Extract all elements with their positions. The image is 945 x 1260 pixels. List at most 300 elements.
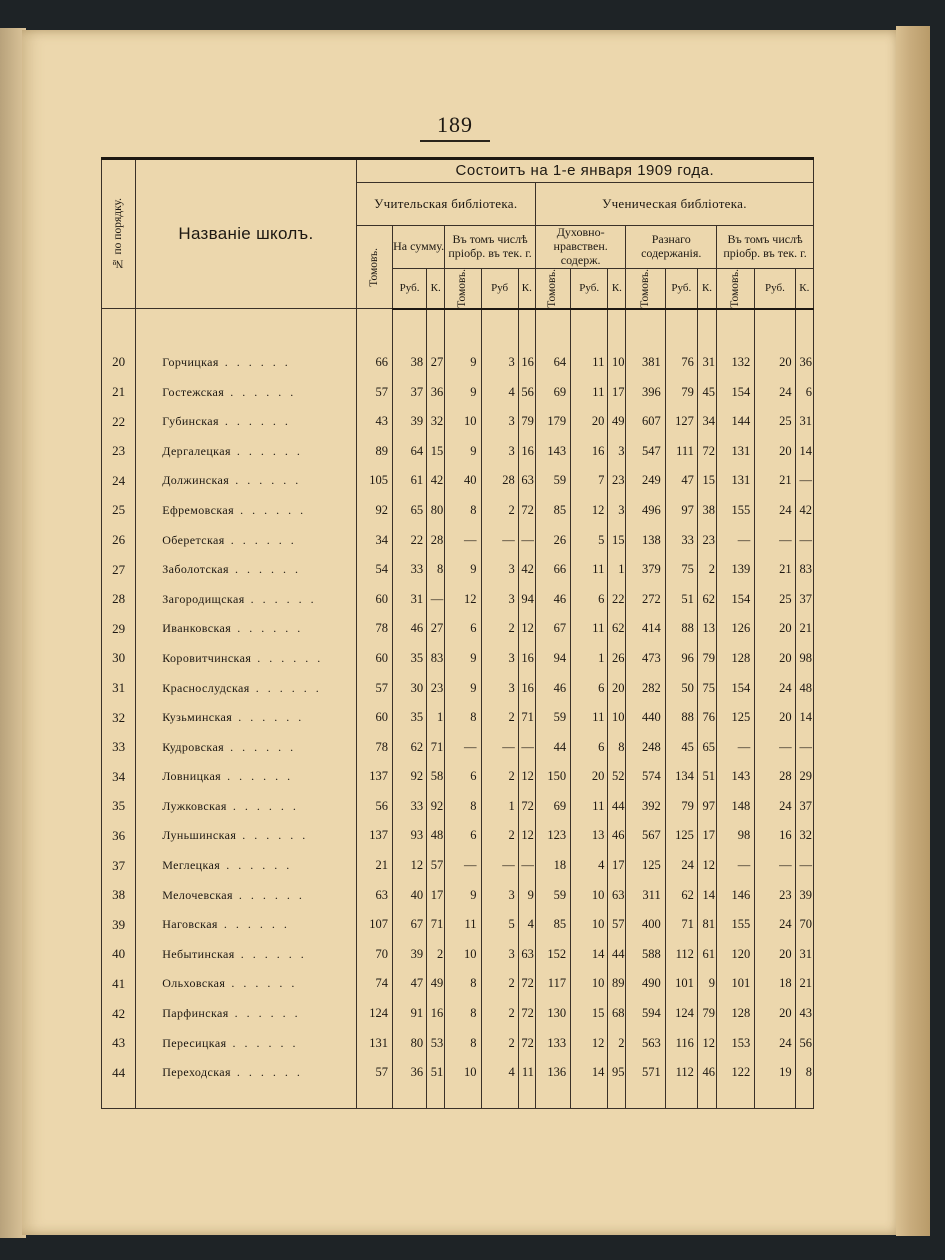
- teacher-kop-cell: 2: [427, 940, 445, 970]
- leader-dots: . . . . . .: [225, 976, 298, 991]
- spiritual-rub-cell: 14: [571, 940, 608, 970]
- teacher-rub-cell: 64: [392, 436, 426, 466]
- student-acq-volumes-cell: 122: [717, 1058, 755, 1088]
- row-index-cell: 37: [102, 851, 136, 881]
- table-row: [102, 821, 814, 851]
- student-acq-rub-cell: 20: [755, 436, 795, 466]
- teacher-rub-cell: 39: [392, 940, 426, 970]
- student-acq-volumes-cell: 125: [717, 703, 755, 733]
- teacher-acq-kop-cell: 71: [518, 703, 535, 733]
- student-acq-kop-cell: 31: [795, 940, 813, 970]
- student-acq-rub-cell: —: [755, 732, 795, 762]
- teacher-volumes-cell: 92: [356, 496, 392, 526]
- row-index-cell: 42: [102, 999, 136, 1029]
- spiritual-kop-cell: 8: [608, 732, 626, 762]
- spiritual-kop-cell: 89: [608, 969, 626, 999]
- school-name-cell: [136, 1058, 356, 1088]
- student-acq-kop-header: К.: [795, 269, 813, 309]
- teacher-volumes-label: Томовъ.: [367, 247, 380, 287]
- spiritual-volumes-cell: 85: [535, 496, 570, 526]
- teacher-volumes-cell: 107: [356, 910, 392, 940]
- teacher-acq-volumes-cell: 9: [445, 880, 481, 910]
- teacher-volumes-cell: 137: [356, 762, 392, 792]
- teacher-kop-cell: 58: [427, 762, 445, 792]
- page-number: 189: [420, 112, 490, 142]
- table-row: [102, 348, 814, 378]
- spiritual-volumes-label: Томовъ.: [546, 269, 559, 308]
- teacher-sum-header: На сумму.: [392, 226, 444, 269]
- various-rub-cell: 124: [665, 999, 697, 1029]
- student-acq-kop-cell: 29: [795, 762, 813, 792]
- various-volumes-cell: 414: [626, 614, 665, 644]
- table-body: [102, 309, 814, 1108]
- student-acq-volumes-cell: —: [717, 851, 755, 881]
- teacher-acq-rub-cell: 4: [481, 377, 518, 407]
- tail-row: [102, 1088, 814, 1109]
- teacher-acq-volumes-cell: 10: [445, 940, 481, 970]
- various-rub-cell: 50: [665, 673, 697, 703]
- school-name-text: Пересицкая: [162, 1035, 227, 1050]
- spiritual-rub-cell: 4: [571, 851, 608, 881]
- spiritual-rub-cell: 11: [571, 614, 608, 644]
- teacher-kop-cell: 1: [427, 703, 445, 733]
- spiritual-volumes-cell: 152: [535, 940, 570, 970]
- student-acq-rub-cell: 28: [755, 762, 795, 792]
- student-acq-volumes-cell: 154: [717, 673, 755, 703]
- row-index-cell: 20: [102, 348, 136, 378]
- teacher-rub-cell: 30: [392, 673, 426, 703]
- teacher-rub-cell: 12: [392, 851, 426, 881]
- teacher-acq-rub-cell: 2: [481, 614, 518, 644]
- various-kop-cell: 97: [697, 792, 716, 822]
- teacher-kop-cell: 36: [427, 377, 445, 407]
- spiritual-kop-cell: 62: [608, 614, 626, 644]
- leader-dots: . . . . . .: [228, 1006, 301, 1021]
- student-acq-rub-cell: 20: [755, 999, 795, 1029]
- spiritual-volumes-cell: 143: [535, 436, 570, 466]
- teacher-acq-volumes-cell: —: [445, 525, 481, 555]
- row-index-cell: 31: [102, 673, 136, 703]
- school-name-cell: [136, 348, 356, 378]
- student-acq-volumes-cell: 155: [717, 910, 755, 940]
- school-name-cell: [136, 377, 356, 407]
- teacher-rub-cell: 46: [392, 614, 426, 644]
- teacher-kop-cell: 83: [427, 644, 445, 674]
- leader-dots: . . . . . .: [232, 887, 305, 902]
- school-name-cell: [136, 732, 356, 762]
- teacher-rub-cell: 33: [392, 792, 426, 822]
- teacher-rub-cell: 35: [392, 703, 426, 733]
- student-library-header: Ученическая библіотека.: [535, 183, 813, 226]
- row-index-cell: 25: [102, 496, 136, 526]
- various-rub-cell: 88: [665, 703, 697, 733]
- teacher-acq-volumes-cell: 12: [445, 584, 481, 614]
- school-name-text: Дергалецкая: [162, 443, 231, 458]
- teacher-acq-volumes-cell: 9: [445, 644, 481, 674]
- spiritual-volumes-cell: 69: [535, 792, 570, 822]
- teacher-acq-volumes-cell: 9: [445, 436, 481, 466]
- leader-dots: . . . . . .: [226, 798, 299, 813]
- spiritual-volumes-header: [535, 269, 570, 309]
- teacher-acq-kop-cell: 72: [518, 999, 535, 1029]
- student-acq-rub-cell: 25: [755, 584, 795, 614]
- spiritual-kop-cell: 52: [608, 762, 626, 792]
- teacher-acq-rub-cell: —: [481, 851, 518, 881]
- teacher-acq-rub-cell: 2: [481, 762, 518, 792]
- student-acq-kop-cell: 14: [795, 436, 813, 466]
- teacher-rub-cell: 35: [392, 644, 426, 674]
- various-volumes-cell: 490: [626, 969, 665, 999]
- various-kop-cell: 34: [697, 407, 716, 437]
- teacher-acq-kop-cell: 11: [518, 1058, 535, 1088]
- row-index-cell: 35: [102, 792, 136, 822]
- teacher-volumes-cell: 124: [356, 999, 392, 1029]
- spiritual-volumes-cell: 46: [535, 584, 570, 614]
- various-kop-cell: 51: [697, 762, 716, 792]
- spiritual-volumes-cell: 85: [535, 910, 570, 940]
- spiritual-volumes-cell: 67: [535, 614, 570, 644]
- student-acq-volumes-cell: 148: [717, 792, 755, 822]
- school-name-text: Губинская: [162, 414, 219, 429]
- teacher-acq-volumes-label: Томовъ.: [456, 269, 469, 308]
- student-acq-kop-cell: 31: [795, 407, 813, 437]
- leader-dots: . . . . . .: [228, 562, 301, 577]
- various-rub-cell: 33: [665, 525, 697, 555]
- various-volumes-cell: 248: [626, 732, 665, 762]
- school-name-cell: [136, 940, 356, 970]
- teacher-acq-rub-cell: 3: [481, 555, 518, 585]
- teacher-rub-cell: 91: [392, 999, 426, 1029]
- various-kop-header: К.: [697, 269, 716, 309]
- row-index-cell: 34: [102, 762, 136, 792]
- teacher-acq-kop-cell: 72: [518, 792, 535, 822]
- table-row: [102, 762, 814, 792]
- teacher-kop-cell: 15: [427, 436, 445, 466]
- spiritual-kop-cell: 57: [608, 910, 626, 940]
- various-kop-cell: 65: [697, 732, 716, 762]
- various-rub-cell: 116: [665, 1028, 697, 1058]
- teacher-rub-cell: 22: [392, 525, 426, 555]
- student-acq-rub-cell: —: [755, 525, 795, 555]
- row-index-cell: 24: [102, 466, 136, 496]
- school-name-text: Коровитчинская: [162, 650, 252, 665]
- school-name-cell: [136, 999, 356, 1029]
- teacher-acq-volumes-cell: 10: [445, 1058, 481, 1088]
- teacher-kop-header: К.: [427, 269, 445, 309]
- school-name-cell: [136, 436, 356, 466]
- spiritual-header: Духовно-нравствен. содерж.: [535, 226, 626, 269]
- various-volumes-cell: 594: [626, 999, 665, 1029]
- school-name-cell: [136, 584, 356, 614]
- various-volumes-cell: 588: [626, 940, 665, 970]
- various-volumes-cell: 379: [626, 555, 665, 585]
- student-acq-volumes-label: Томовъ.: [729, 269, 742, 308]
- spiritual-volumes-cell: 69: [535, 377, 570, 407]
- table-row: [102, 1058, 814, 1088]
- spiritual-volumes-cell: 66: [535, 555, 570, 585]
- student-acq-kop-cell: 37: [795, 792, 813, 822]
- spiritual-volumes-cell: 59: [535, 703, 570, 733]
- various-kop-cell: 13: [697, 614, 716, 644]
- teacher-volumes-cell: 57: [356, 1058, 392, 1088]
- teacher-rub-cell: 61: [392, 466, 426, 496]
- teacher-acq-kop-cell: 72: [518, 969, 535, 999]
- teacher-acq-kop-cell: 4: [518, 910, 535, 940]
- student-acq-rub-cell: 25: [755, 407, 795, 437]
- group-title: Состоитъ на 1-е января 1909 года.: [356, 159, 813, 183]
- various-volumes-cell: 392: [626, 792, 665, 822]
- various-volumes-cell: 496: [626, 496, 665, 526]
- table-row: [102, 999, 814, 1029]
- table-row: [102, 969, 814, 999]
- various-volumes-cell: 607: [626, 407, 665, 437]
- various-kop-cell: 61: [697, 940, 716, 970]
- teacher-kop-cell: 92: [427, 792, 445, 822]
- spiritual-volumes-cell: 26: [535, 525, 570, 555]
- row-index-cell: 21: [102, 377, 136, 407]
- various-volumes-cell: 138: [626, 525, 665, 555]
- spiritual-kop-cell: 15: [608, 525, 626, 555]
- school-name-text: Луньшинская: [162, 828, 237, 843]
- student-acq-kop-cell: 14: [795, 703, 813, 733]
- leader-dots: . . . . . .: [234, 946, 307, 961]
- table-row: [102, 377, 814, 407]
- leader-dots: . . . . . .: [251, 650, 324, 665]
- teacher-volumes-cell: 21: [356, 851, 392, 881]
- table-row: [102, 407, 814, 437]
- various-volumes-cell: 567: [626, 821, 665, 851]
- spiritual-rub-cell: 14: [571, 1058, 608, 1088]
- spiritual-volumes-cell: 46: [535, 673, 570, 703]
- teacher-rub-cell: 67: [392, 910, 426, 940]
- col-index-header: [102, 159, 136, 309]
- spiritual-kop-cell: 10: [608, 348, 626, 378]
- student-acq-kop-cell: 39: [795, 880, 813, 910]
- leader-dots: . . . . . .: [221, 769, 294, 784]
- various-volumes-label: Томовъ.: [638, 269, 651, 308]
- student-acq-volumes-cell: 153: [717, 1028, 755, 1058]
- table-row: [102, 910, 814, 940]
- student-acq-rub-cell: 20: [755, 644, 795, 674]
- teacher-acq-kop-cell: 94: [518, 584, 535, 614]
- teacher-rub-cell: 36: [392, 1058, 426, 1088]
- various-kop-cell: 72: [697, 436, 716, 466]
- student-acq-rub-cell: 20: [755, 614, 795, 644]
- various-volumes-cell: 125: [626, 851, 665, 881]
- student-acq-kop-cell: 36: [795, 348, 813, 378]
- spiritual-rub-cell: 10: [571, 969, 608, 999]
- spiritual-kop-cell: 1: [608, 555, 626, 585]
- various-volumes-cell: 563: [626, 1028, 665, 1058]
- spiritual-kop-cell: 22: [608, 584, 626, 614]
- row-index-cell: 43: [102, 1028, 136, 1058]
- school-name-text: Парфинская: [162, 1006, 229, 1021]
- various-rub-cell: 79: [665, 792, 697, 822]
- spiritual-kop-cell: 68: [608, 999, 626, 1029]
- school-name-cell: [136, 673, 356, 703]
- student-acq-volumes-cell: 144: [717, 407, 755, 437]
- various-kop-cell: 79: [697, 999, 716, 1029]
- teacher-acq-rub-cell: 28: [481, 466, 518, 496]
- spiritual-rub-cell: 20: [571, 407, 608, 437]
- various-rub-cell: 111: [665, 436, 697, 466]
- teacher-acq-kop-cell: 12: [518, 614, 535, 644]
- table-row: [102, 555, 814, 585]
- teacher-volumes-cell: 63: [356, 880, 392, 910]
- school-name-cell: [136, 880, 356, 910]
- spiritual-kop-cell: 17: [608, 377, 626, 407]
- teacher-acq-volumes-cell: 8: [445, 792, 481, 822]
- student-acq-rub-cell: 24: [755, 377, 795, 407]
- various-rub-cell: 47: [665, 466, 697, 496]
- various-volumes-cell: 574: [626, 762, 665, 792]
- school-name-text: Ольховская: [162, 976, 226, 991]
- teacher-kop-cell: 80: [427, 496, 445, 526]
- various-volumes-cell: 400: [626, 910, 665, 940]
- row-index-cell: 22: [102, 407, 136, 437]
- table-row: [102, 673, 814, 703]
- student-acq-rub-cell: 16: [755, 821, 795, 851]
- student-acq-kop-cell: 83: [795, 555, 813, 585]
- teacher-rub-cell: 80: [392, 1028, 426, 1058]
- teacher-rub-cell: 92: [392, 762, 426, 792]
- table-row: [102, 525, 814, 555]
- row-index-cell: 32: [102, 703, 136, 733]
- spiritual-volumes-cell: 150: [535, 762, 570, 792]
- leader-dots: . . . . . .: [217, 917, 290, 932]
- row-index-cell: 36: [102, 821, 136, 851]
- teacher-rub-cell: 33: [392, 555, 426, 585]
- student-acq-rub-cell: 24: [755, 792, 795, 822]
- school-name-cell: [136, 703, 356, 733]
- col-name-header: Названіе школъ.: [136, 159, 356, 309]
- school-name-text: Оберетская: [162, 532, 225, 547]
- spiritual-rub-cell: 6: [571, 673, 608, 703]
- table-row: [102, 732, 814, 762]
- student-acquired-header: Въ томъ числѣ пріобр. въ тек. г.: [717, 226, 814, 269]
- spiritual-rub-cell: 20: [571, 762, 608, 792]
- teacher-acq-kop-cell: 16: [518, 644, 535, 674]
- various-kop-cell: 9: [697, 969, 716, 999]
- student-acq-rub-cell: 21: [755, 555, 795, 585]
- school-name-cell: [136, 496, 356, 526]
- spiritual-kop-cell: 44: [608, 792, 626, 822]
- student-acq-volumes-cell: 143: [717, 762, 755, 792]
- school-name-text: Иванковская: [162, 621, 232, 636]
- student-acq-rub-cell: —: [755, 851, 795, 881]
- teacher-acq-kop-cell: 12: [518, 821, 535, 851]
- teacher-acq-rub-cell: 3: [481, 644, 518, 674]
- school-name-text: Ловницкая: [162, 769, 222, 784]
- school-name-text: Переходская: [162, 1065, 231, 1080]
- teacher-acq-volumes-cell: 9: [445, 673, 481, 703]
- student-acq-kop-cell: —: [795, 525, 813, 555]
- teacher-acq-volumes-header: [445, 269, 481, 309]
- row-index-cell: 26: [102, 525, 136, 555]
- various-rub-cell: 134: [665, 762, 697, 792]
- teacher-acq-kop-cell: 16: [518, 673, 535, 703]
- school-name-text: Гостежская: [162, 384, 225, 399]
- school-name-cell: [136, 614, 356, 644]
- col-index-label: № по порядку.: [112, 198, 124, 270]
- teacher-acq-volumes-cell: 9: [445, 377, 481, 407]
- various-rub-cell: 112: [665, 1058, 697, 1088]
- teacher-acq-kop-cell: —: [518, 525, 535, 555]
- spiritual-volumes-cell: 94: [535, 644, 570, 674]
- teacher-acquired-header: Въ томъ числѣ пріобр. въ тек. г.: [445, 226, 536, 269]
- spiritual-kop-cell: 63: [608, 880, 626, 910]
- teacher-acq-rub-cell: —: [481, 525, 518, 555]
- teacher-rub-cell: 31: [392, 584, 426, 614]
- various-rub-cell: 62: [665, 880, 697, 910]
- student-acq-volumes-cell: 146: [717, 880, 755, 910]
- table-row: [102, 644, 814, 674]
- teacher-acq-volumes-cell: 8: [445, 496, 481, 526]
- student-acq-rub-cell: 23: [755, 880, 795, 910]
- various-kop-cell: 79: [697, 644, 716, 674]
- leader-dots: . . . . . .: [224, 384, 297, 399]
- various-kop-cell: 75: [697, 673, 716, 703]
- teacher-volumes-cell: 131: [356, 1028, 392, 1058]
- teacher-volumes-header: [356, 226, 392, 309]
- teacher-volumes-cell: 60: [356, 644, 392, 674]
- teacher-acq-volumes-cell: 8: [445, 703, 481, 733]
- teacher-acq-rub-cell: 3: [481, 673, 518, 703]
- student-acq-volumes-cell: 154: [717, 584, 755, 614]
- student-acq-rub-cell: 20: [755, 940, 795, 970]
- various-kop-cell: 38: [697, 496, 716, 526]
- row-index-cell: 30: [102, 644, 136, 674]
- spiritual-rub-cell: 10: [571, 910, 608, 940]
- student-acq-kop-cell: 6: [795, 377, 813, 407]
- teacher-acq-rub-cell: 2: [481, 821, 518, 851]
- student-acq-kop-cell: 21: [795, 969, 813, 999]
- spiritual-volumes-cell: 136: [535, 1058, 570, 1088]
- school-name-text: Лужковская: [162, 798, 227, 813]
- teacher-acq-rub-cell: 3: [481, 880, 518, 910]
- school-name-text: Горчицкая: [162, 354, 219, 369]
- various-volumes-cell: 282: [626, 673, 665, 703]
- teacher-acq-kop-cell: 79: [518, 407, 535, 437]
- table-row: [102, 466, 814, 496]
- student-acq-kop-cell: —: [795, 466, 813, 496]
- teacher-acq-volumes-cell: 6: [445, 614, 481, 644]
- various-kop-cell: 12: [697, 851, 716, 881]
- teacher-volumes-cell: 137: [356, 821, 392, 851]
- spiritual-volumes-cell: 117: [535, 969, 570, 999]
- school-name-cell: [136, 407, 356, 437]
- spiritual-rub-cell: 1: [571, 644, 608, 674]
- teacher-kop-cell: 49: [427, 969, 445, 999]
- leader-dots: . . . . . .: [224, 739, 297, 754]
- teacher-acq-kop-cell: —: [518, 732, 535, 762]
- school-name-cell: [136, 525, 356, 555]
- teacher-rub-cell: 47: [392, 969, 426, 999]
- table-row: [102, 584, 814, 614]
- various-kop-cell: 14: [697, 880, 716, 910]
- teacher-acq-volumes-cell: —: [445, 851, 481, 881]
- student-acq-volumes-cell: 131: [717, 466, 755, 496]
- spiritual-volumes-cell: 18: [535, 851, 570, 881]
- spiritual-kop-cell: 26: [608, 644, 626, 674]
- various-rub-cell: 76: [665, 348, 697, 378]
- spiritual-rub-cell: 16: [571, 436, 608, 466]
- spiritual-kop-cell: 3: [608, 436, 626, 466]
- various-rub-cell: 97: [665, 496, 697, 526]
- row-index-cell: 29: [102, 614, 136, 644]
- school-name-cell: [136, 644, 356, 674]
- spiritual-volumes-cell: 59: [535, 466, 570, 496]
